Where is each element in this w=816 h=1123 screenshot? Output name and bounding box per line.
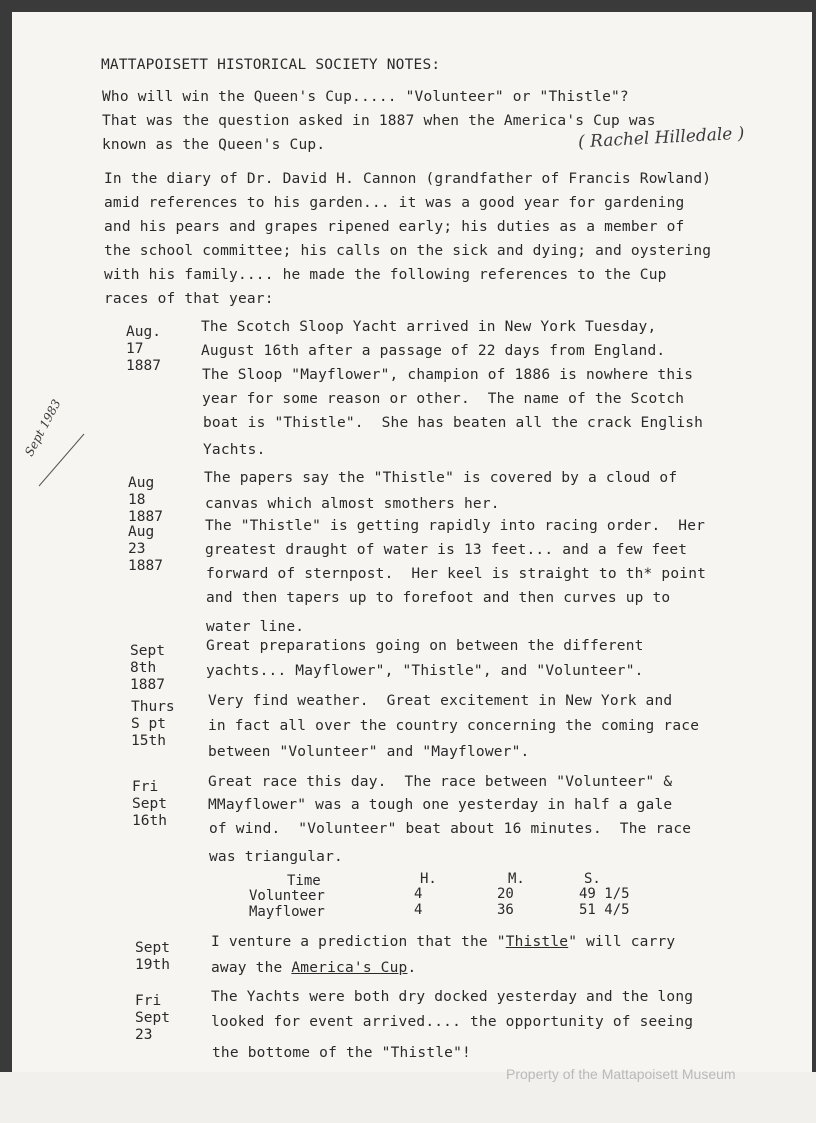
entry-line: The papers say the "Thistle" is covered by a cloud of [204, 470, 678, 486]
table-cell-h: 4 [414, 886, 423, 902]
margin-date-note: Sept 1983 [22, 397, 64, 459]
diary-intro-line: the school committee; his calls on the sick and dying; and oystering [104, 243, 712, 259]
table-cell-s: 49 1/5 [579, 886, 630, 902]
entry-line: Great preparations going on between the different [206, 638, 644, 654]
entry-line: between "Volunteer" and "Mayflower". [208, 744, 530, 760]
table-header-minutes: M. [508, 871, 525, 887]
entry-line: boat is "Thistle". She has beaten all the crack English [203, 415, 704, 431]
entry-line: Great race this day. The race between "Volunteer" & [208, 774, 673, 790]
text-segment: away the [211, 960, 292, 976]
entry-line: Very find weather. Great excitement in New York and [208, 693, 673, 709]
entry-line: and then tapers up to forefoot and then curves up to [206, 590, 671, 606]
table-header-seconds: S. [584, 871, 601, 887]
diary-intro-line: In the diary of Dr. David H. Cannon (grandfather of Francis Rowland) [104, 171, 712, 187]
entry-line: August 16th after a passage of 22 days from England. [201, 343, 666, 359]
entry-line: water line. [206, 619, 305, 635]
entry-line: the bottome of the "Thistle"! [212, 1045, 471, 1061]
intro-line: known as the Queen's Cup. [102, 137, 326, 153]
handwritten-name: ( Rachel Hilledale ) [577, 123, 745, 153]
entry-line: forward of sternpost. Her keel is straight to th* point [206, 566, 707, 582]
entry-line: The Scotch Sloop Yacht arrived in New York Tuesday, [201, 319, 657, 335]
diary-intro-line: and his pears and grapes ripened early; his duties as a member of [104, 219, 685, 235]
entry-line: The Sloop "Mayflower", champion of 1886 is nowhere this [202, 367, 694, 383]
entry-line: canvas which almost smothers her. [205, 496, 500, 512]
table-cell-h: 4 [414, 902, 423, 918]
entry-line: The Yachts were both dry docked yesterday and the long [211, 989, 694, 1005]
table-cell-m: 20 [497, 886, 514, 902]
text-segment: " will carry [568, 934, 676, 950]
underlined-thistle: Thistle [505, 934, 569, 950]
entry-line: The "Thistle" is getting rapidly into racing order. Her [205, 518, 706, 534]
entry-line: MMayflower" was a tough one yesterday in half a gale [208, 797, 673, 813]
entry-line: greatest draught of water is 13 feet... and a few feet [205, 542, 688, 558]
entry-date: Thurs S pt 15th [131, 699, 175, 749]
entry-line: looked for event arrived.... the opportunity of seeing [211, 1014, 694, 1030]
entry-line: yachts... Mayflower", "Thistle", and "Volunteer". [206, 663, 644, 679]
table-cell-m: 36 [497, 902, 514, 918]
entry-line: in fact all over the country concerning the coming race [208, 718, 700, 734]
entry-date: Sept 8th 1887 [130, 643, 165, 693]
margin-note-stroke [36, 428, 90, 490]
document-header: MATTAPOISETT HISTORICAL SOCIETY NOTES: [101, 57, 441, 73]
entry-date: Fri Sept 23 [135, 993, 170, 1043]
table-header-hours: H. [420, 871, 437, 887]
table-row-name: Mayflower [249, 904, 325, 920]
entry-date: Aug 23 1887 [128, 524, 163, 574]
entry-line: year for some reason or other. The name of the Scotch [202, 391, 685, 407]
underlined-americas-cup: America's Cup [291, 960, 408, 976]
text-segment: . [407, 960, 417, 976]
intro-line: That was the question asked in 1887 when the America's Cup was [102, 113, 656, 129]
entry-line: Yachts. [203, 442, 266, 458]
entry-line [211, 961, 416, 976]
entry-date: Aug. 17 1887 [126, 324, 161, 374]
table-row-name: Volunteer [249, 888, 325, 904]
table-cell-s: 51 4/5 [579, 902, 630, 918]
entry-date: Sept 19th [135, 940, 170, 973]
museum-watermark: Property of the Mattapoisett Museum [506, 1066, 736, 1082]
entry-date: Aug 18 1887 [128, 475, 163, 525]
table-header-time: Time [287, 873, 321, 889]
entry-date: Fri Sept 16th [132, 779, 167, 829]
diary-intro-line: with his family.... he made the following references to the Cup [104, 267, 667, 283]
entry-line: was triangular. [209, 849, 343, 865]
text-segment: I venture a prediction that the " [211, 934, 506, 950]
entry-line [211, 935, 675, 950]
diary-intro-line: races of that year: [104, 291, 274, 307]
entry-line: of wind. "Volunteer" beat about 16 minutes. The race [209, 821, 692, 837]
intro-line: Who will win the Queen's Cup..... "Volunteer" or "Thistle"? [102, 89, 629, 105]
diary-intro-line: amid references to his garden... it was a good year for gardening [104, 195, 685, 211]
